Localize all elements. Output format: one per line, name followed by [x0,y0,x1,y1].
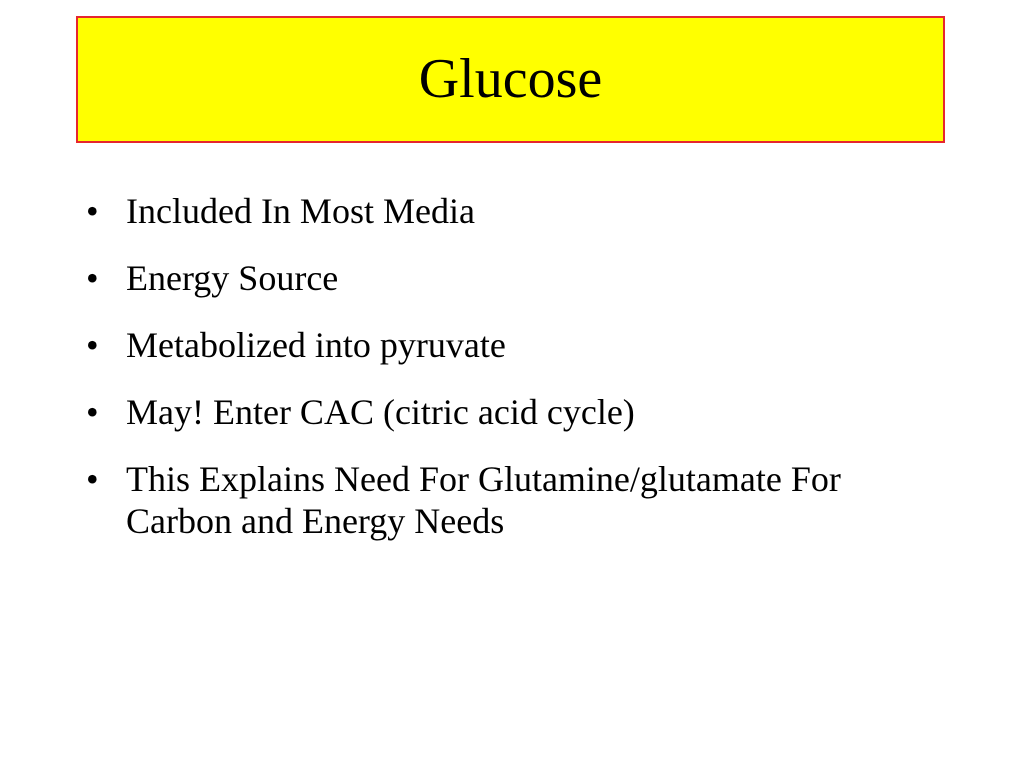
bullet-text: This Explains Need For Glutamine/glutamate For Carbon and Energy Needs [126,459,841,541]
title-box [76,16,945,143]
bullet-icon: • [86,258,99,298]
bullet-icon: • [86,392,99,432]
bullet-icon: • [86,191,99,231]
bullet-text: Included In Most Media [126,191,475,231]
bullet-icon: • [86,325,99,365]
bullet-icon: • [86,459,99,499]
bullet-item [84,391,864,433]
bullet-item [84,257,864,299]
slide-title: Glucose [418,47,603,110]
bullet-item [84,458,864,542]
bullet-item [84,324,864,366]
bullet-text: Metabolized into pyruvate [126,325,506,365]
bullet-text: Energy Source [126,258,339,298]
bullet-list [84,190,864,567]
bullet-text: May! Enter CAC (citric acid cycle) [126,392,635,432]
bullet-item [84,190,864,232]
